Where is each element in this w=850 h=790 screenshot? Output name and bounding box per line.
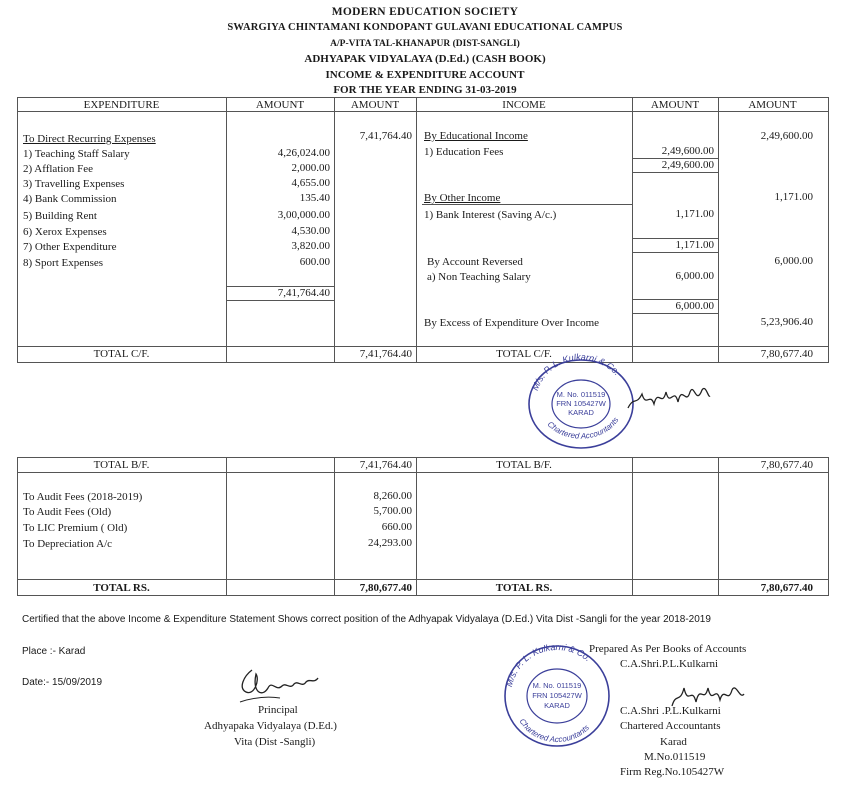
t2-col-rule-4 xyxy=(632,457,633,595)
expense-label: 6) Xerox Expenses xyxy=(23,226,107,238)
expense-amount: 4,530.00 xyxy=(291,225,330,237)
expense-amount: 3,820.00 xyxy=(291,240,330,252)
certification-text: Certified that the above Income & Expenditure Statement Shows correct position of the Adhyapak Vidyalaya (D.Ed.) Vita Dist -Sangli for the year 2018-2019 xyxy=(22,614,711,625)
education-fees-label: 1) Education Fees xyxy=(424,146,504,158)
bf-item-label: To Audit Fees (Old) xyxy=(23,506,112,518)
svg-text:M/s. P. L. Kulkarni & Co. xyxy=(530,352,622,392)
table2-border xyxy=(17,457,829,596)
stamp2-karad: KARAD xyxy=(544,701,570,710)
total-bf-label-left: TOTAL B/F. xyxy=(93,459,150,471)
date: Date:- 15/09/2019 xyxy=(22,677,103,688)
educational-income-total: 2,49,600.00 xyxy=(760,130,813,142)
education-fees-subtotal: 2,49,600.00 xyxy=(661,159,714,171)
excess-expenditure-amount: 5,23,906.40 xyxy=(760,316,813,328)
institution-name: ADHYAPAK VIDYALAYA (D.Ed.) (CASH BOOK) xyxy=(304,53,546,65)
expense-amount: 4,655.00 xyxy=(291,177,330,189)
non-teaching-rule-b xyxy=(632,313,718,314)
society-name: MODERN EDUCATION SOCIETY xyxy=(331,6,519,18)
expense-amount: 2,000.00 xyxy=(291,162,330,174)
bank-interest-rule-b xyxy=(632,252,718,253)
ca-name-2: C.A.Shri .P.L.Kulkarni xyxy=(620,705,721,717)
other-income-total: 1,171.00 xyxy=(774,191,813,203)
bf-item-label: To Depreciation A/c xyxy=(23,538,113,550)
ca-signature-top xyxy=(624,378,714,418)
ca-city: Karad xyxy=(660,736,687,748)
account-reversed-heading: By Account Reversed xyxy=(427,256,523,268)
total-rs-label-right: TOTAL RS. xyxy=(495,582,553,594)
bf-item-label: To Audit Fees (2018-2019) xyxy=(23,491,143,503)
stamp-mno: M. No. 011519 xyxy=(556,390,606,399)
col-header-expenditure: EXPENDITURE xyxy=(83,99,160,111)
total-bf-amount-left: 7,41,764.40 xyxy=(359,459,412,471)
table2-bf-rule xyxy=(17,472,828,473)
ca-name: C.A.Shri.P.L.Kulkarni xyxy=(620,658,719,670)
col-rule-4 xyxy=(632,97,633,362)
total-cf-label-right: TOTAL C/F. xyxy=(496,348,552,360)
t2-col-rule-3 xyxy=(416,457,417,595)
stamp2-mno: M. No. 011519 xyxy=(532,681,582,690)
total-rs-amount-right: 7,80,677.40 xyxy=(760,582,813,594)
non-teaching-salary-label: a) Non Teaching Salary xyxy=(427,271,531,283)
bf-item-amount: 8,260.00 xyxy=(373,490,412,502)
expense-label: 2) Afflation Fee xyxy=(23,163,94,175)
stamp-ca-arc: Chartered Accountants xyxy=(545,415,621,441)
col-header-amount-4: AMOUNT xyxy=(748,99,797,111)
prepared-note: Prepared As Per Books of Accounts xyxy=(589,643,747,655)
total-bf-amount-right: 7,80,677.40 xyxy=(760,459,813,471)
col-header-amount-3: AMOUNT xyxy=(650,99,700,111)
expenditure-subtotal-rule-bottom xyxy=(226,300,334,301)
principal-org: Adhyapaka Vidyalaya (D.Ed.) xyxy=(204,720,337,732)
place: Place :- Karad xyxy=(22,646,86,657)
expense-label: 7) Other Expenditure xyxy=(23,241,117,253)
period: FOR THE YEAR ENDING 31-03-2019 xyxy=(333,84,517,96)
col-header-amount-2: AMOUNT xyxy=(350,99,400,111)
col-header-income: INCOME xyxy=(502,99,546,111)
total-cf-amount-right: 7,80,677.40 xyxy=(760,348,813,360)
stamp-karad: KARAD xyxy=(568,408,594,417)
principal-place: Vita (Dist -Sangli) xyxy=(234,736,316,748)
bank-interest-subtotal: 1,171.00 xyxy=(675,239,714,251)
excess-expenditure-label: By Excess of Expenditure Over Income xyxy=(424,317,600,329)
expense-label: 8) Sport Expenses xyxy=(23,257,104,269)
bf-item-amount: 5,700.00 xyxy=(373,505,412,517)
col-rule-3 xyxy=(416,97,417,362)
expense-label: 3) Travelling Expenses xyxy=(23,178,125,190)
education-fees-amount: 2,49,600.00 xyxy=(661,145,714,157)
expense-label: 1) Teaching Staff Salary xyxy=(23,148,130,160)
account-reversed-total: 6,000.00 xyxy=(774,255,813,267)
total-cf-amount-left: 7,41,764.40 xyxy=(359,348,412,360)
t2-col-rule-5 xyxy=(718,457,719,595)
bf-item-amount: 24,293.00 xyxy=(368,537,412,549)
stamp-firm-arc: M/s. P. L. Kulkarni & Co. xyxy=(529,351,623,392)
educational-income-heading: By Educational Income xyxy=(424,130,528,142)
svg-text:Chartered Accountants xyxy=(518,717,591,744)
address: A/P-VITA TAL-KHANAPUR (DIST-SANGLI) xyxy=(330,39,520,49)
stamp2-frn: FRN 105427W xyxy=(532,691,582,700)
bf-item-label: To LIC Premium ( Old) xyxy=(23,522,128,534)
stamp2-firm-arc: M/s. P. L. Kulkarni & Co. xyxy=(503,641,593,688)
expense-amount: 3,00,000.00 xyxy=(277,209,330,221)
expenditure-heading: To Direct Recurring Expenses xyxy=(23,133,156,145)
bank-interest-label: 1) Bank Interest (Saving A/c.) xyxy=(424,209,557,221)
membership-number: M.No.011519 xyxy=(644,751,706,763)
total-rs-label-left: TOTAL RS. xyxy=(93,582,150,594)
other-income-heading: By Other Income xyxy=(424,192,501,204)
non-teaching-salary-subtotal: 6,000.00 xyxy=(675,300,714,312)
principal-title: Principal xyxy=(258,704,298,716)
expenditure-heading-total: 7,41,764.40 xyxy=(359,130,412,142)
expense-label: 5) Building Rent xyxy=(23,210,97,222)
campus-name: SWARGIYA CHINTAMANI KONDOPANT GULAVANI EDUCATIONAL CAMPUS xyxy=(227,22,623,33)
ca-stamp-bottom xyxy=(497,638,617,750)
bank-interest-amount: 1,171.00 xyxy=(675,208,714,220)
expense-label: 4) Bank Commission xyxy=(23,193,117,205)
col-header-amount-1: AMOUNT xyxy=(255,99,305,111)
total-cf-label-left: TOTAL C/F. xyxy=(93,348,150,360)
ca-firm: Chartered Accountants xyxy=(620,720,721,732)
edu-fees-rule-b xyxy=(632,172,718,173)
expense-amount: 600.00 xyxy=(299,256,330,268)
expense-amount: 135.40 xyxy=(299,192,330,204)
non-teaching-salary-amount: 6,000.00 xyxy=(675,270,714,282)
t2-col-rule-1 xyxy=(226,457,227,595)
total-bf-label-right: TOTAL B/F. xyxy=(496,459,552,471)
firm-registration: Firm Reg.No.105427W xyxy=(620,766,725,778)
expense-amount: 4,26,024.00 xyxy=(277,147,330,159)
table1-total-rule xyxy=(17,346,828,347)
statement-title: INCOME & EXPENDITURE ACCOUNT xyxy=(325,69,525,81)
bf-item-amount: 660.00 xyxy=(381,521,412,533)
stamp-frn: FRN 105427W xyxy=(556,399,606,408)
expenditure-subtotal: 7,41,764.40 xyxy=(277,287,330,299)
stamp2-ca-arc: Chartered Accountants xyxy=(517,717,592,745)
total-rs-amount-left: 7,80,677.40 xyxy=(359,582,412,594)
table2-total-rule xyxy=(17,579,828,580)
